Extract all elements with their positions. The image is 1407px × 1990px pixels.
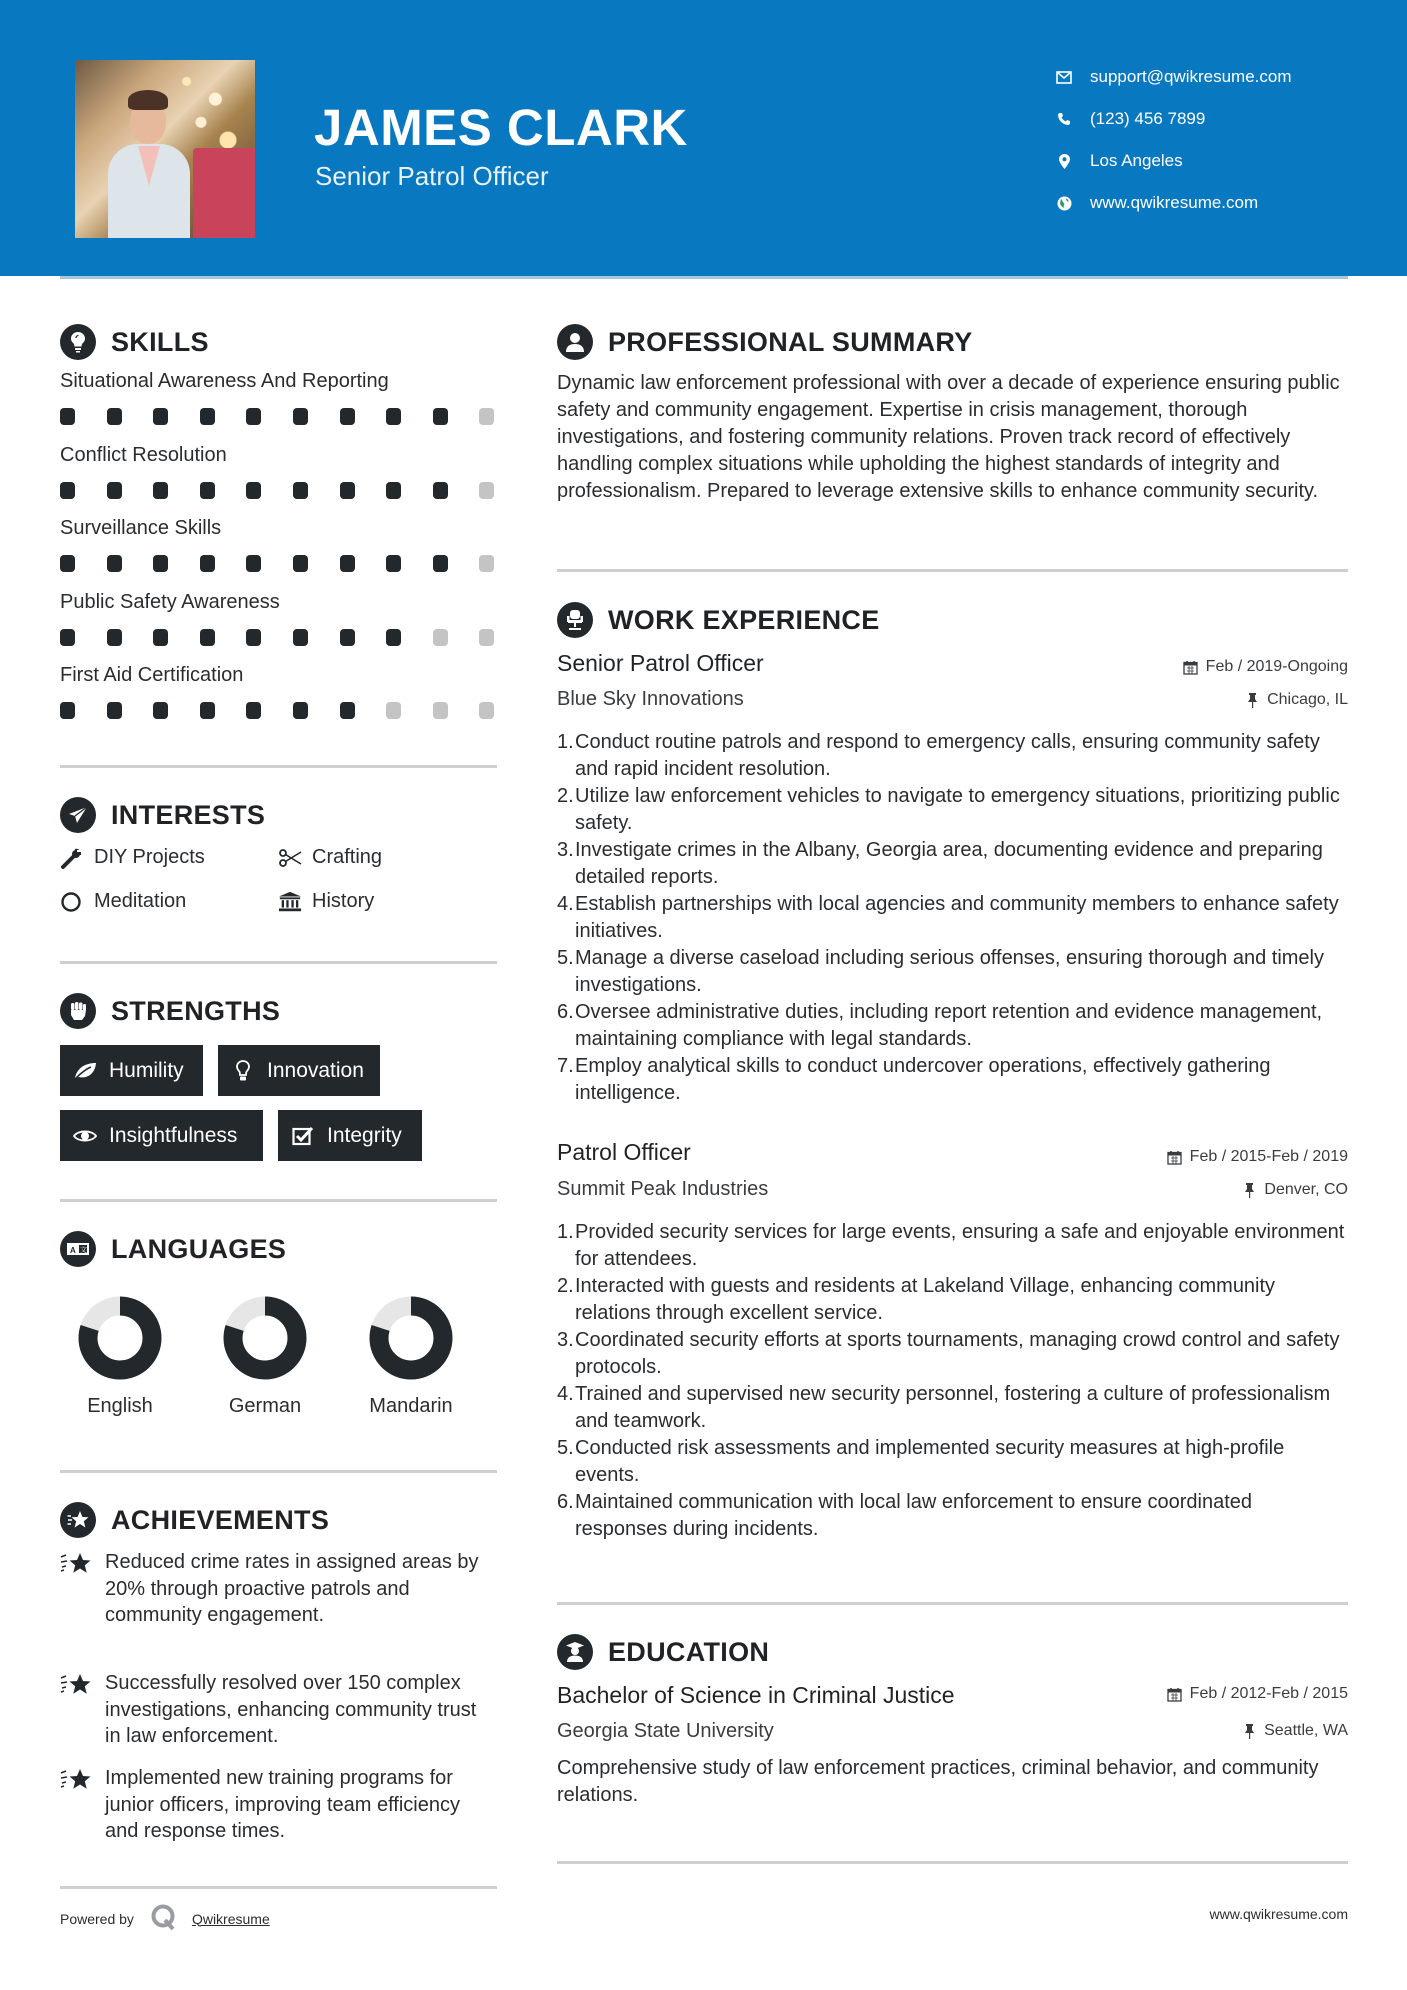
checkbox-icon [291,1125,315,1147]
skill-label: Conflict Resolution [60,444,227,466]
summary-heading: PROFESSIONAL SUMMARY [557,324,973,360]
job-bullet: 6. Maintained communication with local law enforcement to ensure coordinated responses during incidents. [557,1491,1253,1540]
language-german: German [205,1295,325,1418]
phone-text: (123) 456 7899 [1090,109,1206,128]
svg-text:文: 文 [80,1247,87,1254]
job-bullets [557,1219,1348,1543]
job-title: Senior Patrol Officer [557,650,764,676]
powered-by: Powered by Qwikresume [60,1903,270,1934]
language-donut [368,1295,454,1381]
website-text: www.qwikresume.com [1090,193,1259,212]
pushpin-icon [1241,1182,1257,1198]
office-chair-icon [557,602,593,638]
job-bullet: 5. Conducted risk assessments and implemented security measures at high-profile events. [557,1437,1285,1486]
skill-label: Situational Awareness And Reporting [60,370,389,392]
qwikresume-link[interactable]: Qwikresume [191,1910,270,1927]
star-icon [60,1549,92,1629]
summary-text: Dynamic law enforcement professional with over a decade of experience ensuring public safety and community engagement. Expertise in crisis management, thorough investigations, and fostering community relations. Proven track record of effectively handling complex situations while upholding the highest standards of integrity and professionalism. Prepared to leverage extensive skills to enhance community security. [557,372,1340,502]
leaf-icon [73,1060,97,1082]
section-divider [557,1861,1348,1864]
job-bullet: 5. Manage a diverse caseload including serious offenses, ensuring thorough and timely investigations. [557,947,1324,996]
skill-label: Public Safety Awareness [60,591,280,613]
contact-location [1055,140,1292,182]
education-description: Comprehensive study of law enforcement practices, criminal behavior, and community relations. [557,1757,1319,1806]
globe-icon [1055,194,1073,212]
language-donut [77,1295,163,1381]
work-experience-heading: WORK EXPERIENCE [557,602,880,638]
degree-title: Bachelor of Science in Criminal Justice [557,1682,955,1708]
job-bullet: 6. Oversee administrative duties, including report retention and evidence management, maintaining compliance with legal standards. [557,1001,1323,1050]
strength-tag-integrity: Integrity [278,1110,422,1161]
lightbulb-icon [60,324,96,360]
job-bullet: 1. Provided security services for large events, ensuring a safe and enjoyable environment for attendees. [557,1221,1345,1270]
star-badge-icon [60,1502,96,1538]
interest-history: History [278,890,374,913]
scissors-icon [278,847,302,869]
job-dates: Feb / 2015-Feb / 2019 [1167,1148,1348,1166]
skill-label: Surveillance Skills [60,517,222,539]
calendar-icon [1167,1686,1183,1702]
section-divider [60,1470,497,1473]
skill-rating [60,408,526,425]
location-text: Los Angeles [1090,151,1183,170]
section-divider [60,1886,497,1889]
skill-rating [60,555,526,572]
user-icon [557,324,593,360]
qwikresume-logo-icon [150,1903,178,1934]
pushpin-icon [1241,1723,1257,1739]
profile-photo [75,60,255,238]
language-english: English [60,1295,180,1418]
skill-rating [60,629,526,646]
svg-text:A: A [70,1246,76,1255]
lightbulb-icon [231,1060,255,1082]
language-mandarin: Mandarin [351,1295,471,1418]
job-title: Patrol Officer [557,1139,691,1165]
skill-rating [60,482,526,499]
graduate-icon [557,1634,593,1670]
job-bullet: 2. Utilize law enforcement vehicles to navigate to emergency situations, prioritizing public safety. [557,785,1340,834]
job-bullet: 4. Establish partnerships with local agencies and community members to enhance safety initiatives. [557,893,1339,942]
education-dates: Feb / 2012-Feb / 2015 [1167,1685,1348,1703]
job-bullet: 4. Trained and supervised new security personnel, fostering a culture of professionalism and teamwork. [557,1383,1331,1432]
resume-header [0,0,1407,276]
job-company: Blue Sky Innovations [557,688,744,710]
interest-meditation: Meditation [60,890,186,913]
header-divider [60,276,1348,279]
calendar-icon [1167,1149,1183,1165]
phone-icon [1055,110,1073,128]
interests-heading: INTERESTS [60,797,265,833]
languages-heading: A 文 LANGUAGES [60,1231,286,1267]
section-divider [557,1602,1348,1605]
job-bullet: 7. Employ analytical skills to conduct undercover operations, effectively gathering intelligence. [557,1055,1271,1104]
candidate-name: JAMES CLARK [314,99,688,156]
circle-icon [60,891,84,913]
contact-list [1055,56,1292,224]
map-pin-icon [1055,152,1073,170]
strength-tag-humility: Humility [60,1045,203,1096]
envelope-icon [1055,68,1073,86]
candidate-title: Senior Patrol Officer [315,161,549,191]
job-bullets [557,729,1348,1107]
job-dates: Feb / 2019-Ongoing [1183,658,1348,676]
school-name: Georgia State University [557,1720,774,1742]
wrench-icon [60,847,84,869]
section-divider [60,1199,497,1202]
language-donut [222,1295,308,1381]
paper-plane-icon [60,797,96,833]
translate-icon [60,1231,96,1267]
job-bullet: 3. Coordinated security efforts at sports tournaments, managing crowd control and safety protocols. [557,1329,1340,1378]
fist-icon [60,993,96,1029]
eye-icon [73,1125,97,1147]
star-icon [60,1670,92,1750]
pushpin-icon [1244,692,1260,708]
skills-heading: SKILLS [60,324,209,360]
job-company: Summit Peak Industries [557,1178,769,1200]
section-divider [557,569,1348,572]
strength-tag-insightfulness: Insightfulness [60,1110,263,1161]
section-divider [60,961,497,964]
achievement-item: Implemented new training programs for junior officers, improving team efficiency and response times. [60,1765,497,1845]
strength-tag-innovation: Innovation [218,1045,380,1096]
museum-icon [278,891,302,913]
calendar-icon [1183,659,1199,675]
contact-website[interactable] [1055,182,1292,224]
job-location: Chicago, IL [1244,691,1348,709]
interest-diy-projects: DIY Projects [60,846,205,869]
footer-url[interactable]: www.qwikresume.com [1209,1906,1348,1922]
job-location: Denver, CO [1241,1181,1348,1199]
job-bullet: 2. Interacted with guests and residents at Lakeland Village, enhancing community relations through excellent service. [557,1275,1276,1324]
achievement-item: Successfully resolved over 150 complex investigations, enhancing community trust in law enforcement. [60,1670,497,1750]
job-bullet: 1. Conduct routine patrols and respond to emergency calls, ensuring community safety and rapid incident resolution. [557,731,1320,780]
achievements-heading: ACHIEVEMENTS [60,1502,329,1538]
section-divider [60,765,497,768]
contact-phone[interactable] [1055,98,1292,140]
skill-label: First Aid Certification [60,664,244,686]
education-heading: EDUCATION [557,1634,769,1670]
education-location: Seattle, WA [1241,1722,1348,1740]
interest-crafting: Crafting [278,846,382,869]
email-text: support@qwikresume.com [1090,67,1292,86]
star-icon [60,1765,92,1845]
achievement-item: Reduced crime rates in assigned areas by 20% through proactive patrols and community engagement. [60,1549,497,1629]
job-bullet: 3. Investigate crimes in the Albany, Georgia area, documenting evidence and preparing detailed reports. [557,839,1323,888]
strengths-heading: STRENGTHS [60,993,280,1029]
skill-rating [60,702,526,719]
contact-email[interactable] [1055,56,1292,98]
